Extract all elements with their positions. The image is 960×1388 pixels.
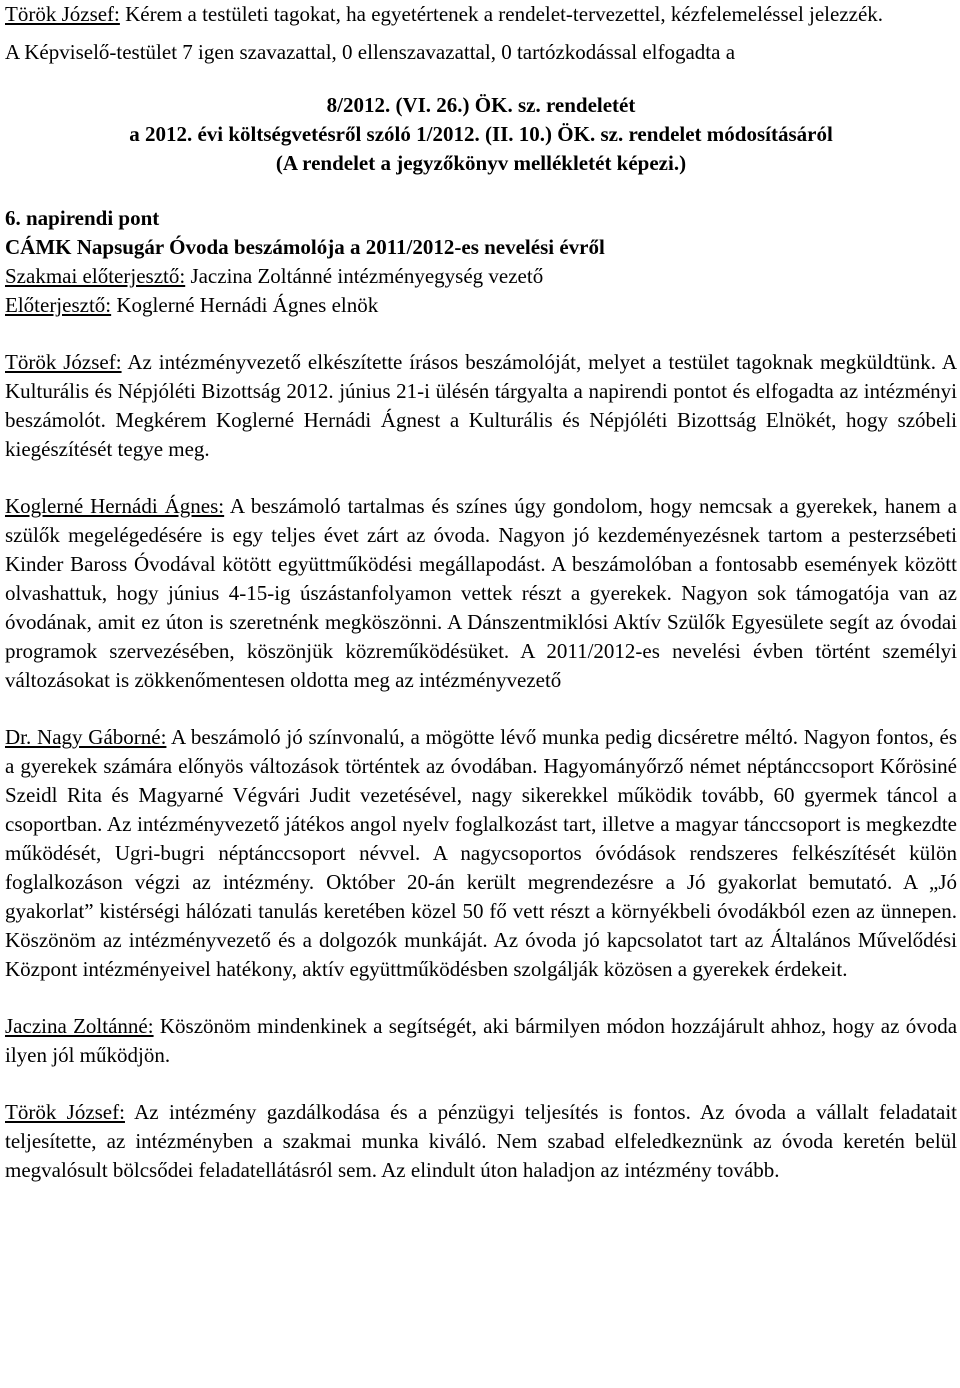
resolution-text: A Képviselő-testület 7 igen szavazattal, 0 ellenszavazattal, 0 tartózkodással elfogadta a — [5, 40, 736, 64]
ordinance-number: 8/2012. (VI. 26.) ÖK. sz. rendeletét — [326, 93, 636, 117]
presenter-label: Szakmai előterjesztő: — [5, 264, 186, 288]
speaker-name: Török József: — [5, 2, 120, 26]
paragraph-text: A beszámoló jó színvonalú, a mögötte lévő munka pedig dicséretre méltó. Nagyon fontos, és a gyerekek számára előnyös változások történtek az óvodában. Hagyományőrző német néptánccsoport Kőrösiné Szeidl Rita és Magyarné Végvári Judit vezetésével, nagy sikerekkel működik tovább, 60 gyermek táncol a csoportban. Az intézményvezető játékos angol nyelv foglalkozást tart, illetve a magyar tánccsoport is megkezdte működését, Ugri-bugri néptánccsoport névvel. A nagycsoportos óvódások rendszeres felkészítését külön foglalkozáson végzi az intézmény. Október 20-án került megrendezésre a Jó gyakorlat bemutató. A „Jó gyakorlat” kistérségi hálózati tanulás keretében közel 50 fő vett részt a környékbeli óvodákból ezen az ünnepen. Köszönöm az intézményvezető és a dolgozók munkáját. Az óvoda jó kapcsolatot tart az Általános Művelődési Központ intézményeivel hatékony, aktív együttműködésben szolgálják közösen a gyerekek érdekeit. — [5, 725, 957, 981]
agenda-presenter — [5, 291, 957, 320]
paragraph-nagy — [5, 723, 957, 984]
speaker-name: Jaczina Zoltánné: — [5, 1014, 154, 1038]
presenter-label: Előterjesztő: — [5, 293, 112, 317]
presenter-value: Koglerné Hernádi Ágnes elnök — [111, 293, 379, 317]
agenda-number: 6. napirendi pont — [5, 206, 160, 230]
ordinance-note: (A rendelet a jegyzőkönyv mellékletét képezi.) — [275, 151, 687, 175]
agenda-item — [5, 204, 957, 320]
paragraph-torok-1 — [5, 348, 957, 464]
paragraph-text: Az intézményvezető elkészítette írásos beszámolóját, melyet a testület tagoknak megküldtünk. A Kulturális és Népjóléti Bizottság 2012. június 21-i ülésén tárgyalta a napirendi pontot és elfogadta az intézményi beszámolót. Megkérem Koglerné Hernádi Ágnest a Kulturális és Népjóléti Bizottság Elnökét, hogy szóbeli kiegészítését tegye meg. — [5, 350, 957, 461]
paragraph-vote-request — [5, 0, 957, 29]
speaker-name: Török József: — [5, 350, 122, 374]
speaker-name: Török József: — [5, 1100, 125, 1124]
paragraph-text: A beszámoló tartalmas és színes úgy gondolom, hogy nemcsak a gyerekek, hanem a szülők megelégedésére is egy teljes évet zárt az óvoda. Nagyon jó kezdeményezésnek tartom a pesterzsébeti Kinder Baross Óvodával kötött együttműködési megállapodást. A beszámolóban a fontosabb események között olvashattuk, hogy június 4-15-ig úszástanfolyamon vettek részt a gyerekek. Nagyon sok támogatója van az óvodának, amit ez úton is szeretnénk megköszönni. A Dánszentmiklósi Aktív Szülők Egyesülete segít az óvodai programok szervezésében, köszönjük közreműködésüket. A 2011/2012-es nevelési évben történt személyi változásokat is zökkenőmentesen oldotta meg az intézményvezető — [5, 494, 957, 692]
paragraph-text: Kérem a testületi tagokat, ha egyetértenek a rendelet-tervezettel, kézfelemeléssel jelezzék. — [119, 2, 884, 26]
presenter-value: Jaczina Zoltánné intézményegység vezető — [185, 264, 544, 288]
paragraph-text: Köszönöm mindenkinek a segítségét, aki bármilyen módon hozzájárult ahhoz, hogy az óvoda ilyen jól működjön. — [5, 1014, 958, 1067]
speaker-name: Dr. Nagy Gáborné: — [5, 725, 167, 749]
paragraph-jaczina — [5, 1012, 957, 1070]
paragraph-torok-2 — [5, 1098, 957, 1185]
paragraph-text: Az intézmény gazdálkodása és a pénzügyi teljesítés is fontos. Az óvoda a vállalt feladatait teljesítette, az intézményben a szakmai munka kiváló. Nem szabad elfeledkeznünk az óvoda keretén belül megvalósult bölcsődei feladatellátásról sem. Az elindult úton haladjon az intézmény tovább. — [5, 1100, 957, 1182]
agenda-title: CÁMK Napsugár Óvoda beszámolója a 2011/2012-es nevelési évről — [5, 235, 605, 259]
ordinance-block — [5, 91, 957, 178]
paragraph-koglerne — [5, 492, 957, 695]
agenda-presenter-professional — [5, 262, 957, 291]
speaker-name: Koglerné Hernádi Ágnes: — [5, 494, 225, 518]
ordinance-title: a 2012. évi költségvetésről szóló 1/2012. (II. 10.) ÖK. sz. rendelet módosításáról — [129, 122, 833, 146]
